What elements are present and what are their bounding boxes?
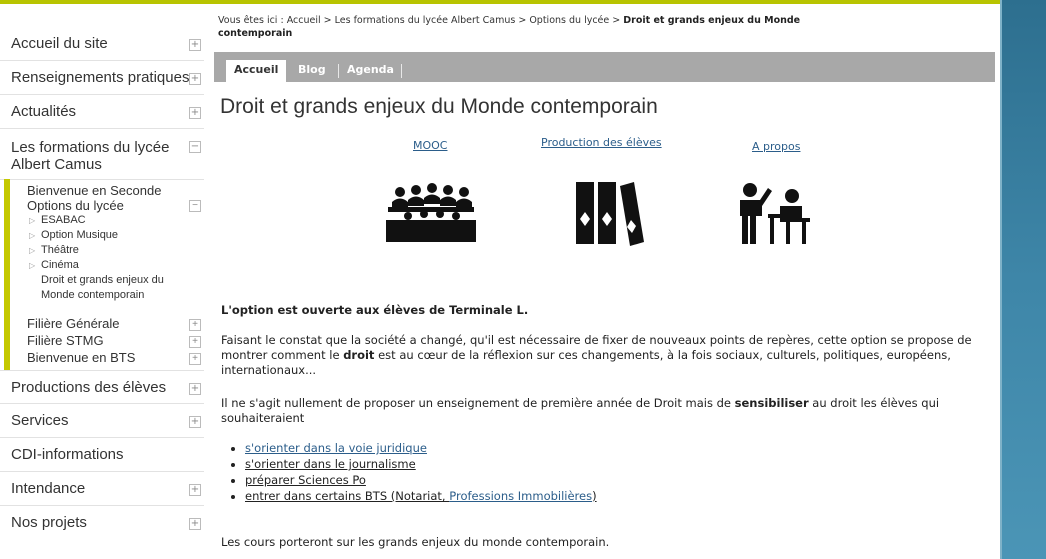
books-icon[interactable] (574, 180, 644, 250)
paragraph-2 (221, 396, 996, 426)
expand-icon[interactable]: + (190, 484, 200, 495)
expand-icon[interactable]: + (190, 416, 200, 427)
subsub-label: Cinéma (41, 259, 79, 271)
sidebar-item-label: Intendance (11, 480, 86, 497)
link-a-propos[interactable]: A propos (752, 140, 801, 153)
expand-icon[interactable]: + (189, 336, 201, 348)
breadcrumb-current: Droit et grands enjeux du Monde (623, 15, 801, 26)
subsub-label-line2: Monde contemporain (41, 289, 145, 301)
breadcrumb-link-formations[interactable]: Les formations du lycée Albert Camus (334, 15, 516, 26)
p2-bold: sensibiliser (734, 396, 809, 410)
bts-text-a[interactable]: entrer dans certains BTS (Notariat, (245, 489, 450, 503)
page-title: Droit et grands enjeux du Monde contemporain (220, 95, 658, 118)
link-production-eleves[interactable]: Production des élèves (541, 136, 662, 149)
expand-icon[interactable]: + (190, 39, 200, 50)
sidebar-subsubitem-cinema[interactable] (27, 258, 204, 273)
sidebar-subitem-label: Options du lycée (27, 198, 124, 213)
tab-separator (401, 64, 402, 78)
breadcrumb (218, 14, 918, 40)
sidebar-subsubitem-droit-active[interactable] (27, 273, 204, 307)
top-accent-bar (0, 0, 1000, 4)
expand-icon[interactable]: + (190, 518, 200, 529)
link-voie-juridique[interactable]: s'orienter dans la voie juridique (245, 441, 427, 455)
sidebar-item-label: Services (11, 412, 69, 429)
breadcrumb-link-options[interactable]: Options du lycée (529, 15, 610, 26)
tab-agenda[interactable]: Agenda (347, 63, 394, 76)
expand-icon[interactable]: + (190, 73, 200, 84)
sidebar-subitem-filiere-generale[interactable] (27, 315, 204, 332)
sidebar-submenu-formations (4, 179, 204, 370)
subsub-label: Option Musique (41, 229, 119, 241)
sidebar-subitem-filiere-stmg[interactable] (27, 332, 204, 349)
breadcrumb-prefix: Vous êtes ici : (218, 15, 287, 26)
sidebar-item-formations[interactable] (0, 129, 204, 180)
expand-icon[interactable]: + (189, 319, 201, 331)
p2-text-b: au droit les élèves qui souhaiteraient (221, 396, 940, 425)
right-decorative-panel (1000, 0, 1046, 559)
sidebar-subitem-label: Filière STMG (27, 333, 104, 348)
subsub-label: ESABAC (41, 214, 86, 226)
sidebar-item-renseignements[interactable] (0, 61, 204, 95)
closing-text: Les cours porteront sur les grands enjeux du monde contemporain. (221, 535, 610, 549)
sidebar-subitem-label: Bienvenue en BTS (27, 350, 136, 365)
sidebar-subitem-bts[interactable] (27, 349, 204, 366)
bullet-list (221, 440, 996, 504)
sidebar-item-projets[interactable] (0, 506, 204, 540)
list-item (245, 488, 996, 504)
breadcrumb-current-line2: contemporain (218, 28, 293, 39)
list-item (245, 472, 996, 488)
sidebar-item-label: Renseignements pratiques (11, 69, 190, 86)
sidebar-item-label: Actualités (11, 103, 77, 120)
intro-paragraph (221, 303, 996, 318)
list-item (245, 440, 996, 456)
list-item (245, 456, 996, 472)
sidebar-subsubitem-musique[interactable] (27, 228, 204, 243)
breadcrumb-sep: > (609, 15, 624, 26)
bullet-triangle-icon: ▷ (29, 261, 36, 270)
sidebar-subitem-label: Filière Générale (27, 316, 120, 331)
sidebar-item-label: Les formations du lycée (11, 139, 170, 156)
teacher-icon[interactable] (736, 180, 816, 250)
sidebar-item-actualites[interactable] (0, 95, 204, 129)
p1-bold: droit (343, 348, 375, 362)
intro-text: L'option est ouverte aux élèves de Terminale L. (221, 303, 529, 317)
classroom-icon[interactable] (386, 182, 476, 248)
link-professions-immobilieres[interactable]: Professions Immobilières (449, 489, 593, 503)
link-mooc[interactable]: MOOC (413, 139, 448, 152)
link-journalisme[interactable]: s'orienter dans le journalisme (245, 457, 416, 471)
paragraph-1 (221, 333, 996, 378)
p1-text-b: est au cœur de la réflexion sur ces changements, à la fois sociaux, culturels, politiques, européens, internationaux... (221, 348, 951, 377)
tab-blog[interactable]: Blog (298, 63, 326, 76)
p1-text-a: Faisant le constat que la société a changé, qu'il est nécessaire de fixer de nouveaux points de repères, cette option se propose de montrer comment le (221, 333, 972, 362)
sidebar-item-accueil[interactable] (0, 27, 204, 61)
sidebar-subitem-options[interactable] (27, 198, 204, 213)
p2-text-a: Il ne s'agit nullement de proposer un enseignement de première année de Droit mais de (221, 396, 735, 410)
breadcrumb-sep: > (320, 15, 335, 26)
sidebar-item-intendance[interactable] (0, 472, 204, 506)
breadcrumb-sep: > (515, 15, 530, 26)
collapse-icon[interactable]: − (190, 141, 200, 152)
subsub-label: Droit et grands enjeux du (41, 274, 164, 286)
collapse-icon[interactable]: − (189, 200, 201, 212)
sidebar-subsubitem-theatre[interactable] (27, 243, 204, 258)
bullet-triangle-icon: ▷ (29, 216, 36, 225)
expand-icon[interactable]: + (190, 107, 200, 118)
sidebar-item-label: CDI-informations (11, 446, 124, 463)
subsub-label: Théâtre (41, 244, 79, 256)
sidebar-item-cdi[interactable] (0, 438, 204, 472)
expand-icon[interactable]: + (189, 353, 201, 365)
closing-paragraph (221, 535, 996, 550)
sidebar-item-label: Accueil du site (11, 35, 108, 52)
sidebar-item-label-line2: Albert Camus (11, 156, 102, 173)
sidebar-item-label: Nos projets (11, 514, 87, 531)
sidebar-subsubitem-esabac[interactable] (27, 213, 204, 228)
link-sciences-po[interactable]: préparer Sciences Po (245, 473, 366, 487)
expand-icon[interactable]: + (190, 383, 200, 394)
sidebar-nav (0, 27, 204, 540)
sidebar-item-services[interactable] (0, 404, 204, 438)
tab-bar (214, 52, 995, 82)
breadcrumb-link-accueil[interactable]: Accueil (286, 15, 321, 26)
bts-text-b: ) (592, 489, 597, 503)
sidebar-item-productions[interactable] (0, 370, 204, 404)
tab-accueil[interactable]: Accueil (226, 60, 286, 82)
bullet-triangle-icon: ▷ (29, 231, 36, 240)
sidebar-subitem-bienvenue-seconde[interactable]: Bienvenue en Seconde (27, 183, 162, 198)
sidebar-item-label: Productions des élèves (11, 379, 167, 396)
bullet-triangle-icon: ▷ (29, 246, 36, 255)
